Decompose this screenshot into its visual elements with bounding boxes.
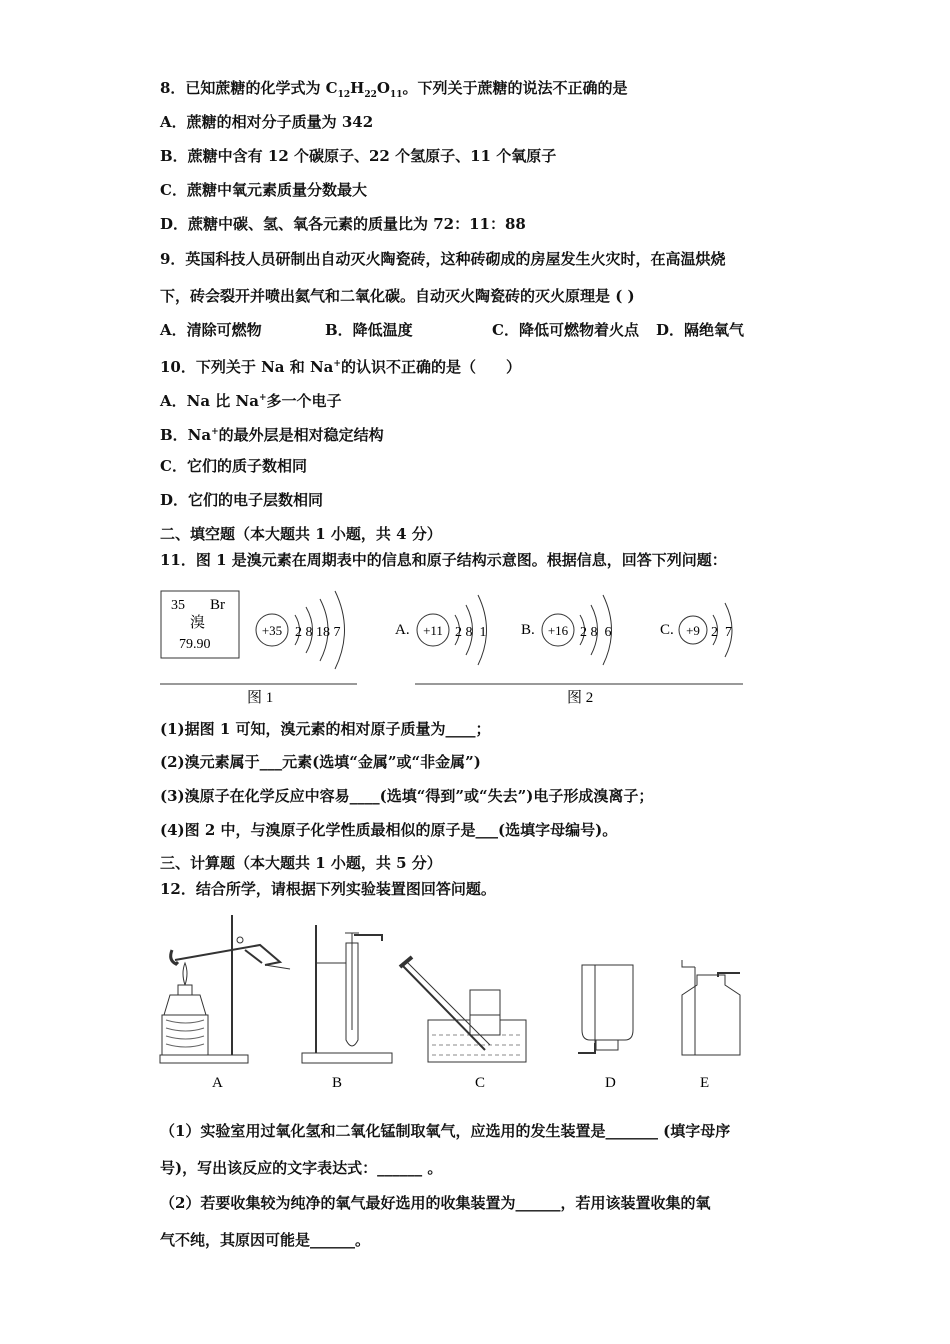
q8-option-b: B．蔗糖中含有 12 个碳原子、22 个氢原子、11 个氧原子	[160, 147, 557, 165]
q12-part2-line1: （2）若要收集较为纯净的氧气最好选用的收集装置为______，若用该装置收集的氧	[160, 1194, 711, 1212]
apparatus-a	[160, 915, 290, 1091]
apparatus-d	[578, 965, 633, 1091]
q10-option-a: A．Na 比 Na+多一个电子	[160, 392, 342, 410]
q12-stem: 12．结合所学，请根据下列实验装置图回答问题。	[160, 880, 496, 898]
atom-c-nucleus: +9	[686, 623, 700, 638]
br-atom-diagram	[256, 591, 345, 669]
q10-stem: 10．下列关于 Na 和 Na+的认识不正确的是（ ）	[160, 358, 521, 376]
atom-structure-figures	[155, 585, 755, 710]
apparatus-c	[400, 957, 526, 1091]
figure2-caption: 图 2	[567, 690, 594, 706]
apparatus-b-label: B	[332, 1075, 343, 1091]
q9-stem-line2: 下，砖会裂开并喷出氦气和二氧化碳。自动灭火陶瓷砖的灭火原理是 ( )	[160, 287, 635, 305]
atom-a-nucleus: +11	[423, 623, 443, 638]
figure1-caption: 图 1	[247, 690, 274, 706]
apparatus-e	[682, 960, 740, 1091]
apparatus-d-label: D	[605, 1075, 616, 1091]
atom-c-shells: 2 7	[711, 625, 732, 640]
q10-option-b: B．Na+的最外层是相对稳定结构	[160, 426, 384, 444]
q9-option-d: D．隔绝氧气	[656, 321, 745, 339]
q9-option-c: C．降低可燃物着火点	[492, 321, 639, 339]
q11-part1: (1)据图 1 可知，溴元素的相对原子质量为____；	[160, 720, 491, 738]
q11-part4: (4)图 2 中，与溴原子化学性质最相似的原子是___(选填字母编号)。	[160, 821, 618, 839]
br-nucleus-charge: +35	[261, 623, 283, 638]
apparatus-c-label: C	[475, 1075, 486, 1091]
q8-option-c: C．蔗糖中氧元素质量分数最大	[160, 181, 367, 199]
element-mass: 79.90	[179, 637, 211, 652]
section-heading-fill-in: 二、填空题（本大题共 1 小题，共 4 分）	[160, 525, 442, 543]
section-heading-calculation: 三、计算题（本大题共 1 小题，共 5 分）	[160, 854, 442, 872]
q12-part1-line1: （1）实验室用过氧化氢和二氧化锰制取氧气，应选用的发生装置是_______ (填字母序	[160, 1122, 731, 1140]
apparatus-a-label: A	[212, 1075, 223, 1091]
q8-option-a: A．蔗糖的相对分子质量为 342	[160, 113, 374, 131]
q12-part1-line2: 号)，写出该反应的文字表达式：______ 。	[160, 1159, 443, 1177]
element-symbol: Br	[210, 597, 225, 613]
atom-b-diagram	[521, 595, 612, 665]
q11-stem: 11．图 1 是溴元素在周期表中的信息和原子结构示意图。根据信息，回答下列问题：	[160, 551, 727, 569]
element-name: 溴	[190, 615, 206, 631]
atom-a-shells: 2 8 1	[455, 625, 487, 640]
lab-apparatus-figure	[150, 905, 760, 1095]
q11-part3: (3)溴原子在化学反应中容易____(选填“得到”或“失去”)电子形成溴离子；	[160, 787, 654, 805]
atom-a-letter: A.	[395, 622, 410, 638]
q12-part2-line2: 气不纯，其原因可能是______。	[160, 1231, 371, 1249]
atom-c-letter: C.	[660, 622, 674, 638]
q9-stem-line1: 9．英国科技人员研制出自动灭火陶瓷砖，这种砖砌成的房屋发生火灾时，在高温烘烧	[160, 250, 726, 268]
q9-option-a: A．清除可燃物	[160, 321, 262, 339]
atom-b-letter: B.	[521, 622, 535, 638]
atom-c-diagram	[660, 603, 732, 657]
atom-b-shells: 2 8 6	[580, 625, 612, 640]
element-number: 35	[171, 598, 185, 613]
atom-a-diagram	[395, 595, 487, 665]
q9-option-b: B．降低温度	[325, 321, 413, 339]
atom-b-nucleus: +16	[547, 623, 569, 638]
q8-option-d: D．蔗糖中碳、氢、氧各元素的质量比为 72：11：88	[160, 215, 526, 233]
q8-stem: 8．已知蔗糖的化学式为 $C_{12}H_{22}O_{11}$。下列关于蔗糖的说法不正确的是	[160, 79, 628, 100]
apparatus-e-label: E	[700, 1075, 710, 1091]
q10-option-c: C．它们的质子数相同	[160, 457, 307, 475]
apparatus-b	[302, 925, 392, 1091]
q11-part2: (2)溴元素属于___元素(选填“金属”或“非金属”)	[160, 753, 481, 771]
br-shell-electrons: 2 8 18 7	[295, 625, 341, 640]
q10-option-d: D．它们的电子层数相同	[160, 491, 324, 509]
